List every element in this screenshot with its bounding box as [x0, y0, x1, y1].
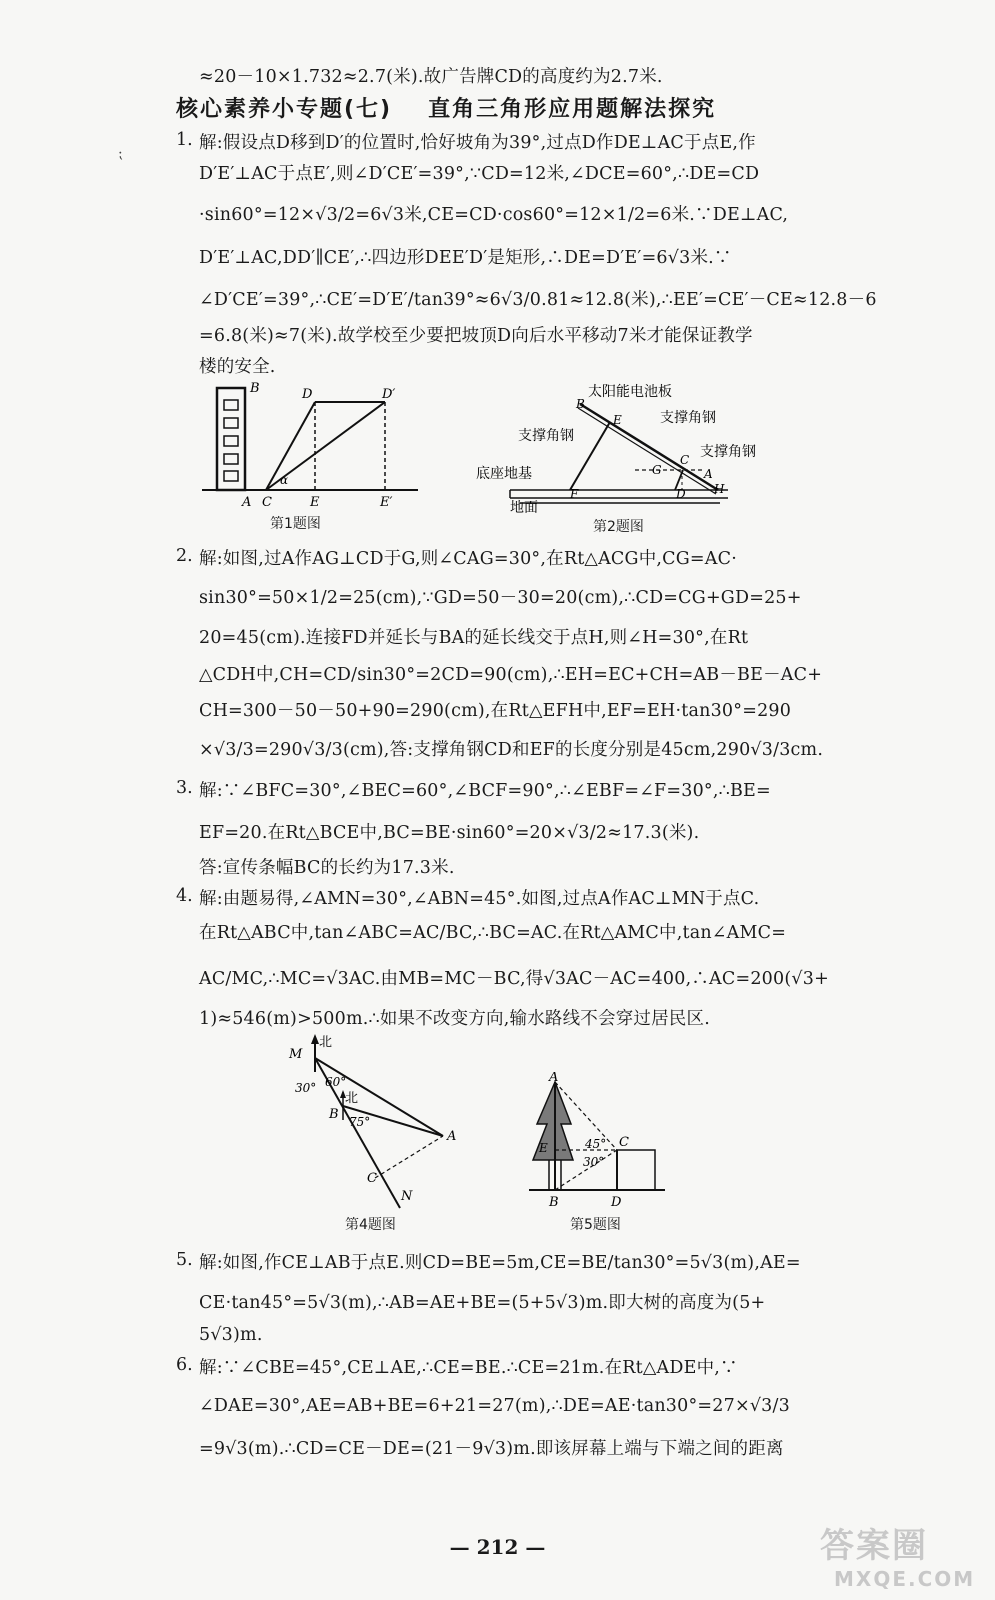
page-number: — 212 — [449, 1535, 546, 1559]
fig4-label: 30° [295, 1081, 317, 1095]
text-line: ×√3/3=290√3/3(cm),答:支撑角钢CD和EF的长度分别是45cm,290√3/3cm. [199, 740, 824, 760]
fig1-label: B [250, 381, 260, 396]
fig2-label: H [714, 482, 725, 496]
figure-caption: 第1题图 [270, 516, 321, 532]
problem-number: 2. [176, 546, 193, 566]
watermark [820, 1518, 990, 1598]
text-line: 1)≈546(m)>500m.∴如果不改变方向,输水路线不会穿过居民区. [199, 1009, 710, 1029]
text-line: 解:∵∠CBE=45°,CE⊥AE,∴CE=BE.∴CE=21m.在Rt△ADE中,∵ [199, 1358, 738, 1378]
fig4-label: 60° [325, 1075, 347, 1089]
fig5-label: E [539, 1141, 548, 1155]
text-line: 解:如图,作CE⊥AB于点E.则CD=BE=5m,CE=BE/tan30°=5√3(m),AE= [199, 1253, 801, 1273]
fig2-label: 底座地基 [476, 466, 532, 482]
fig2-label: G [652, 463, 662, 477]
problem-number: 4. [176, 886, 193, 906]
text-line: △CDH中,CH=CD/sin30°=2CD=90(cm),∴EH=EC+CH=AB－BE－AC+ [199, 665, 823, 685]
text-line: 5√3)m. [199, 1325, 263, 1345]
fig1-label: C [262, 495, 272, 510]
fig4-label: N [401, 1189, 413, 1204]
problem-number: 1. [176, 130, 193, 150]
text-line: 20=45(cm).连接FD并延长与BA的延长线交于点H,则∠H=30°,在Rt [199, 628, 749, 648]
fig2-label: 支撑角钢 [660, 410, 716, 426]
fig1-label: α [280, 473, 289, 487]
fig2-label: F [570, 487, 579, 501]
section-title-main: 核心素养小专题(七) [176, 97, 393, 122]
fig4-label: A [447, 1129, 457, 1144]
text-line: EF=20.在Rt△BCE中,BC=BE·sin60°=20×√3/2≈17.3(米). [199, 823, 700, 843]
text-line: D′E′⊥AC于点E′,则∠D′CE′=39°,∵CD=12米,∠DCE=60°,∴DE=CD [199, 164, 760, 184]
fig2-label: 太阳能电池板 [588, 384, 672, 400]
fig2-label: 支撑角钢 [518, 428, 574, 444]
fig4-label: B [329, 1107, 339, 1122]
text-line: 解:∵∠BFC=30°,∠BEC=60°,∠BCF=90°,∴∠EBF=∠F=30°,∴BE= [199, 781, 771, 801]
figure-caption: 第2题图 [593, 519, 644, 535]
text-line: 在Rt△ABC中,tan∠ABC=AC/BC,∴BC=AC.在Rt△AMC中,tan∠AMC= [199, 923, 787, 943]
fig1-label: D [302, 387, 313, 402]
text-line: 解:如图,过A作AG⊥CD于G,则∠CAG=30°,在Rt△ACG中,CG=AC· [199, 549, 737, 569]
fig1-label: D′ [382, 387, 396, 402]
fig1-label: E′ [380, 495, 393, 510]
fig2-label: E [613, 413, 622, 427]
text-line: sin30°=50×1/2=25(cm),∵GD=50－30=20(cm),∴CD=CG+GD=25+ [199, 588, 802, 608]
fig2-label: 地面 [510, 500, 538, 513]
watermark-url: MXQE.COM [834, 1567, 976, 1591]
fig4-label: M [289, 1047, 303, 1062]
margin-mark: ⁏ [118, 146, 123, 162]
fig5-label: A [549, 1072, 559, 1085]
fig2-label: 支撑角钢 [700, 444, 756, 460]
figure-5 [525, 1072, 685, 1212]
text-line: D′E′⊥AC,DD′∥CE′,∴四边形DEE′D′是矩形,∴DE=D′E′=6√3米.∵ [199, 248, 732, 268]
figure-caption: 第5题图 [570, 1217, 621, 1233]
problem-number: 5. [176, 1250, 193, 1270]
fig5-label: C [619, 1135, 629, 1150]
figure-4 [285, 1030, 465, 1212]
problem-number: 3. [176, 778, 193, 798]
figure-2 [470, 378, 800, 513]
text-line: AC/MC,∴MC=√3AC.由MB=MC－BC,得√3AC－AC=400,∴AC=200(√3+ [199, 969, 829, 989]
text-line: ·sin60°=12×√3/2=6√3米,CE=CD·cos60°=12×1/2=6米.∵DE⊥AC, [199, 205, 789, 225]
fig4-label: C [367, 1171, 377, 1186]
fig5-label: 30° [583, 1155, 605, 1169]
figure-1 [200, 380, 420, 510]
fig5-label: 45° [585, 1137, 607, 1151]
text-line: 解:由题易得,∠AMN=30°,∠ABN=45°.如图,过点A作AC⊥MN于点C. [199, 889, 760, 909]
text-line: 解:假设点D移到D′的位置时,恰好坡角为39°,过点D作DE⊥AC于点E,作 [199, 133, 756, 153]
fig4-label: 75° [349, 1115, 371, 1129]
fig1-label: A [242, 495, 252, 510]
text-line: 楼的安全. [199, 357, 276, 377]
watermark-text: 答案圈 [820, 1526, 928, 1566]
fig4-label: 北 [345, 1091, 359, 1106]
text-line: CE·tan45°=5√3(m),∴AB=AE+BE=(5+5√3)m.即大树的高度为(5+ [199, 1293, 766, 1313]
fig4-label: 北 [319, 1035, 333, 1050]
fig5-label: B [549, 1195, 559, 1210]
text-line: =9√3(m).∴CD=CE－DE=(21－9√3)m.即该屏幕上端与下端之间的距离 [199, 1439, 784, 1459]
fig5-label: D [611, 1195, 622, 1210]
fig2-label: D [676, 487, 686, 501]
figure-caption: 第4题图 [345, 1217, 396, 1233]
text-line: 答:宣传条幅BC的长约为17.3米. [199, 858, 455, 878]
fig1-label: E [310, 495, 320, 510]
text-line: CH=300－50－50+90=290(cm),在Rt△EFH中,EF=EH·tan30°=290 [199, 701, 792, 721]
section-title [176, 92, 836, 123]
fig2-label: C [680, 453, 690, 467]
text-line: ∠D′CE′=39°,∴CE′=D′E′/tan39°≈6√3/0.81≈12.8(米),∴EE′=CE′－CE≈12.8－6 [199, 290, 877, 310]
text-line: =6.8(米)≈7(米).故学校至少要把坡顶D向后水平移动7米才能保证教学 [199, 326, 753, 346]
fig2-label: B [576, 397, 585, 411]
fig2-label: A [704, 467, 713, 481]
text-line: ≈20－10×1.732≈2.7(米).故广告牌CD的高度约为2.7米. [199, 67, 663, 87]
section-title-sub: 直角三角形应用题解法探究 [428, 97, 717, 122]
problem-number: 6. [176, 1355, 193, 1375]
text-line: ∠DAE=30°,AE=AB+BE=6+21=27(m),∴DE=AE·tan30°=27×√3/3 [199, 1396, 790, 1416]
